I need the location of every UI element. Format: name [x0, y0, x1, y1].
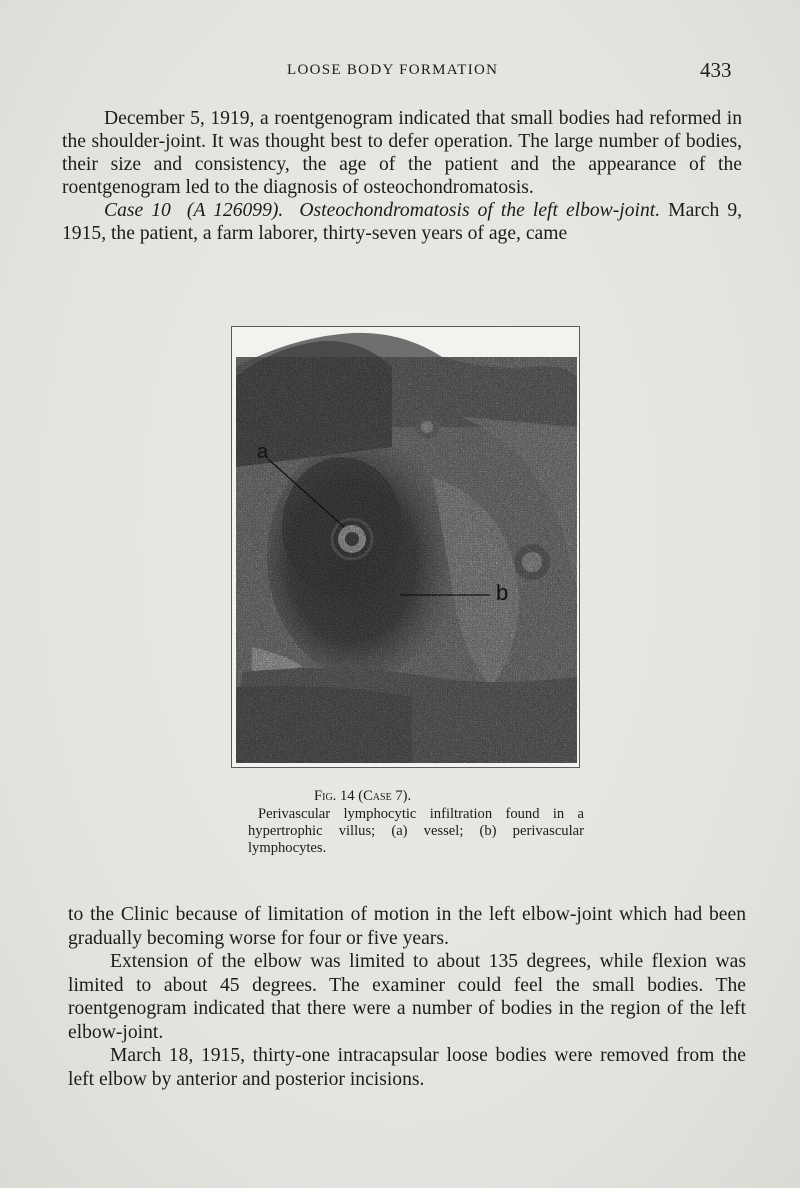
figure-caption-label: Fig. 14 (Case 7). [314, 788, 412, 804]
upper-text-block [62, 107, 742, 245]
figure-caption-text: Perivascular lymphocytic infiltration found in a hypertrophic villus; (a) vessel; (b) perivascular lymphocytes. [248, 806, 584, 856]
running-head: LOOSE BODY FORMATION [287, 62, 499, 78]
case-reference: (A 126099). [186, 200, 284, 221]
figure-label-b: b [496, 580, 509, 605]
paragraph-case-10 [62, 199, 742, 245]
case-number: Case 10 [104, 200, 171, 221]
paragraph-clinic-visit: to the Clinic because of limitation of motion in the left elbow-joint which had been gradually becoming worse for four or five years. [68, 904, 746, 949]
figure-label-a: a [257, 441, 269, 463]
figure-caption [248, 788, 584, 857]
case-title: Osteochondromatosis of the left elbow-joint. [299, 200, 661, 221]
page-number: 433 [700, 58, 732, 82]
micrograph-image [232, 327, 579, 767]
case-intro-text: March 9, 1915, the patient, a farm laborer, thirty-seven years of age, came [62, 200, 743, 244]
lower-text-block [68, 903, 746, 1091]
paragraph-december-1919: December 5, 1919, a roentgenogram indicated that small bodies had reformed in the shoulder-joint. It was thought best to defer operation. The large number of bodies, their size and consistency, the age of the patient and the appearance of the roentgenogram led to the diagnosis of osteochondromatosis. [62, 108, 742, 198]
paragraph-operation: March 18, 1915, thirty-one intracapsular loose bodies were removed from the left elbow by anterior and posterior incisions. [68, 1045, 746, 1090]
paragraph-examination: Extension of the elbow was limited to about 135 degrees, while flexion was limited to about 45 degrees. The examiner could feel the small bodies. The roentgenogram indicated that there were a number of bodies in the region of the left elbow-joint. [68, 951, 746, 1043]
micrograph-figure [231, 326, 580, 768]
